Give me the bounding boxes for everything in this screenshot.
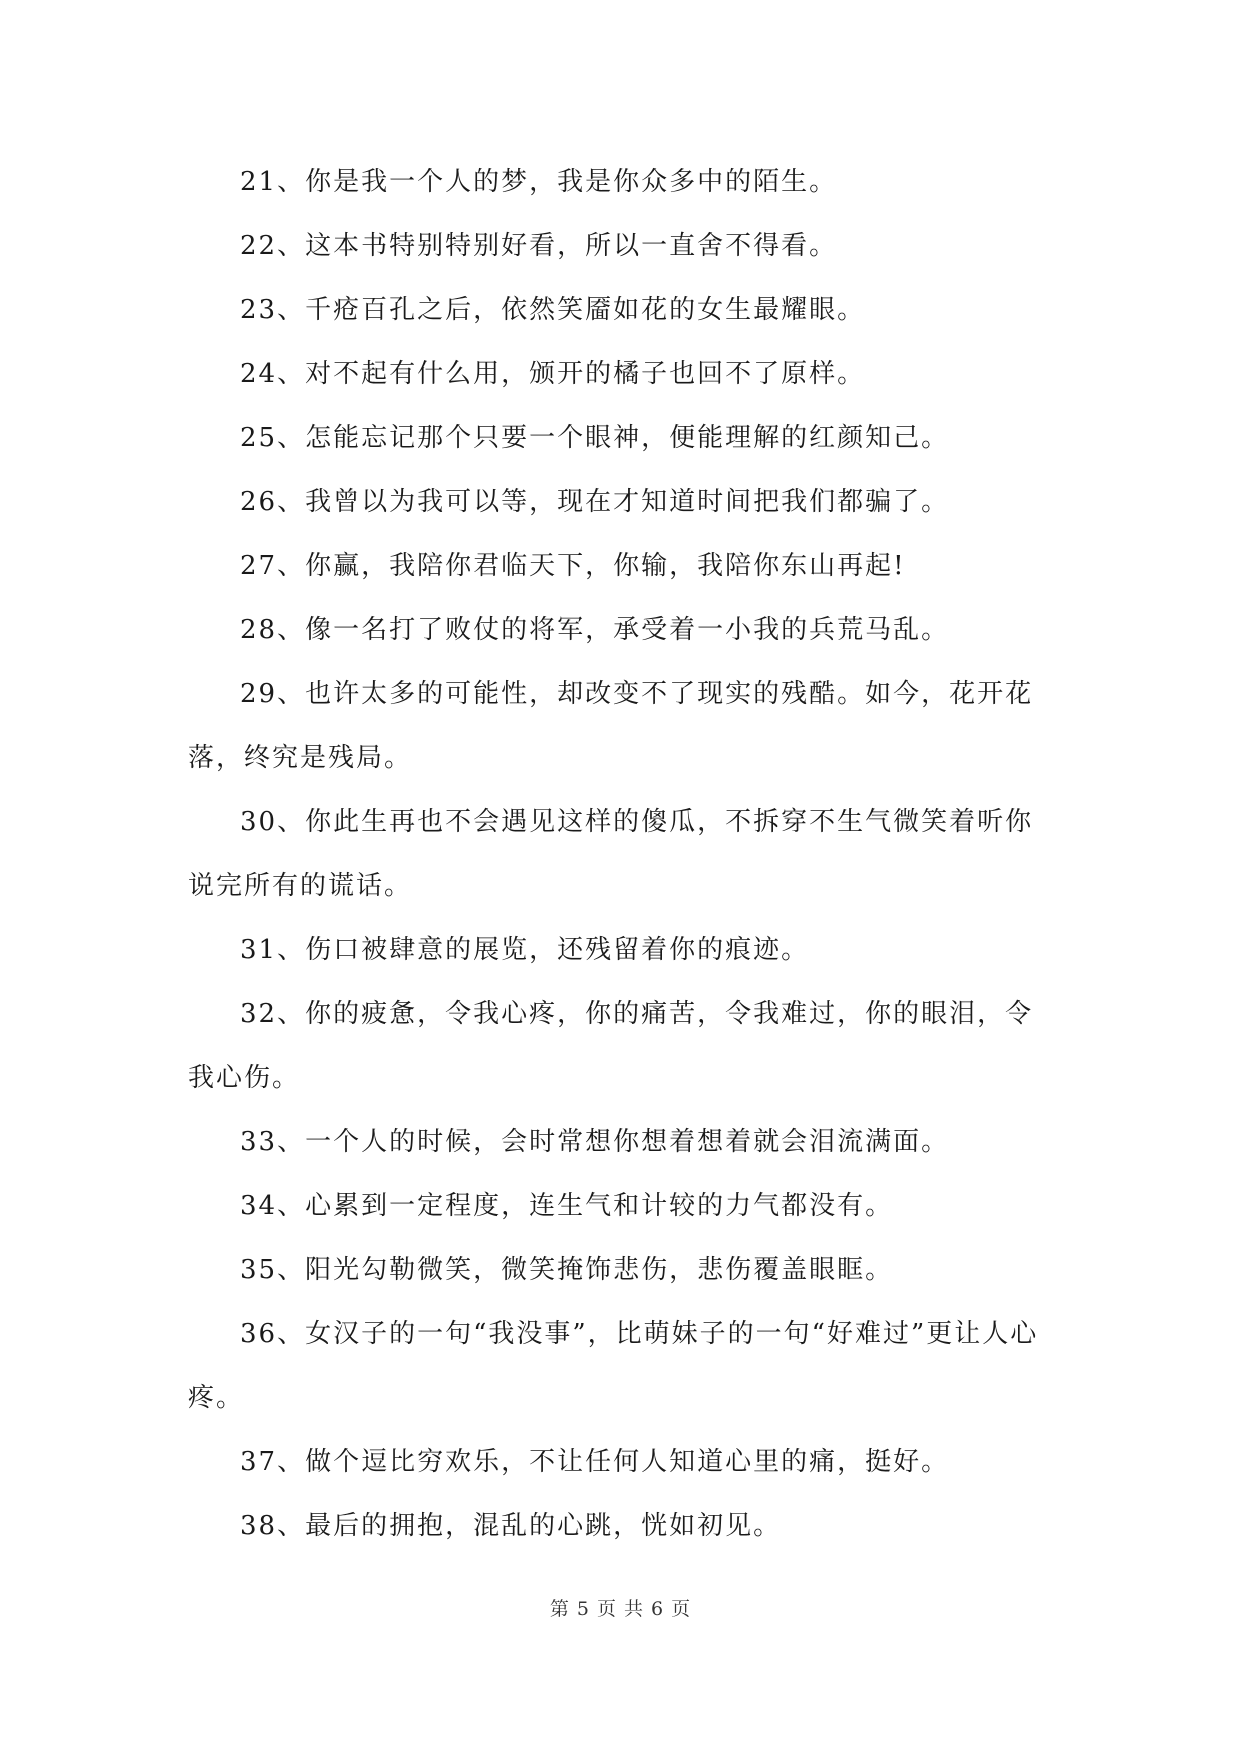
paragraph-25: 25、怎能忘记那个只要一个眼神，便能理解的红颜知己。 [240, 423, 950, 453]
paragraph-24: 24、对不起有什么用，颁开的橘子也回不了原样。 [240, 359, 866, 389]
page-number-footer: 第 5 页 共 6 页 [549, 1598, 692, 1620]
paragraph-26: 26、我曾以为我可以等，现在才知道时间把我们都骗了。 [240, 487, 950, 517]
paragraph-30: 30、你此生再也不会遇见这样的傻瓜，不拆穿不生气微笑着听你说完所有的谎话。 [188, 807, 1034, 901]
paragraph-38: 38、最后的拥抱，混乱的心跳，恍如初见。 [240, 1511, 782, 1541]
paragraph-34: 34、心累到一定程度，连生气和计较的力气都没有。 [240, 1191, 894, 1221]
paragraph-33: 33、一个人的时候，会时常想你想着想着就会泪流满面。 [240, 1127, 950, 1157]
document-body [188, 150, 1058, 1558]
paragraph-27: 27、你赢，我陪你君临天下，你输，我陪你东山再起! [240, 551, 906, 581]
paragraph-31: 31、伤口被肆意的展览，还残留着你的痕迹。 [240, 935, 810, 965]
paragraph-23: 23、千疮百孔之后，依然笑靥如花的女生最耀眼。 [240, 295, 866, 325]
paragraph-35: 35、阳光勾勒微笑，微笑掩饰悲伤，悲伤覆盖眼眶。 [240, 1255, 894, 1285]
paragraph-32: 32、你的疲惫，令我心疼，你的痛苦，令我难过，你的眼泪，令我心伤。 [188, 999, 1034, 1093]
paragraph-22: 22、这本书特别特别好看，所以一直舍不得看。 [240, 231, 838, 261]
paragraph-29: 29、也许太多的可能性，却改变不了现实的残酷。如今，花开花落，终究是残局。 [188, 679, 1034, 773]
paragraph-36: 36、女汉子的一句“我没事”，比萌妹子的一句“好难过”更让人心疼。 [188, 1319, 1039, 1413]
paragraph-28: 28、像一名打了败仗的将军，承受着一小我的兵荒马乱。 [240, 615, 950, 645]
paragraph-37: 37、做个逗比穷欢乐，不让任何人知道心里的痛，挺好。 [240, 1447, 950, 1477]
paragraph-21: 21、你是我一个人的梦，我是你众多中的陌生。 [240, 167, 838, 197]
